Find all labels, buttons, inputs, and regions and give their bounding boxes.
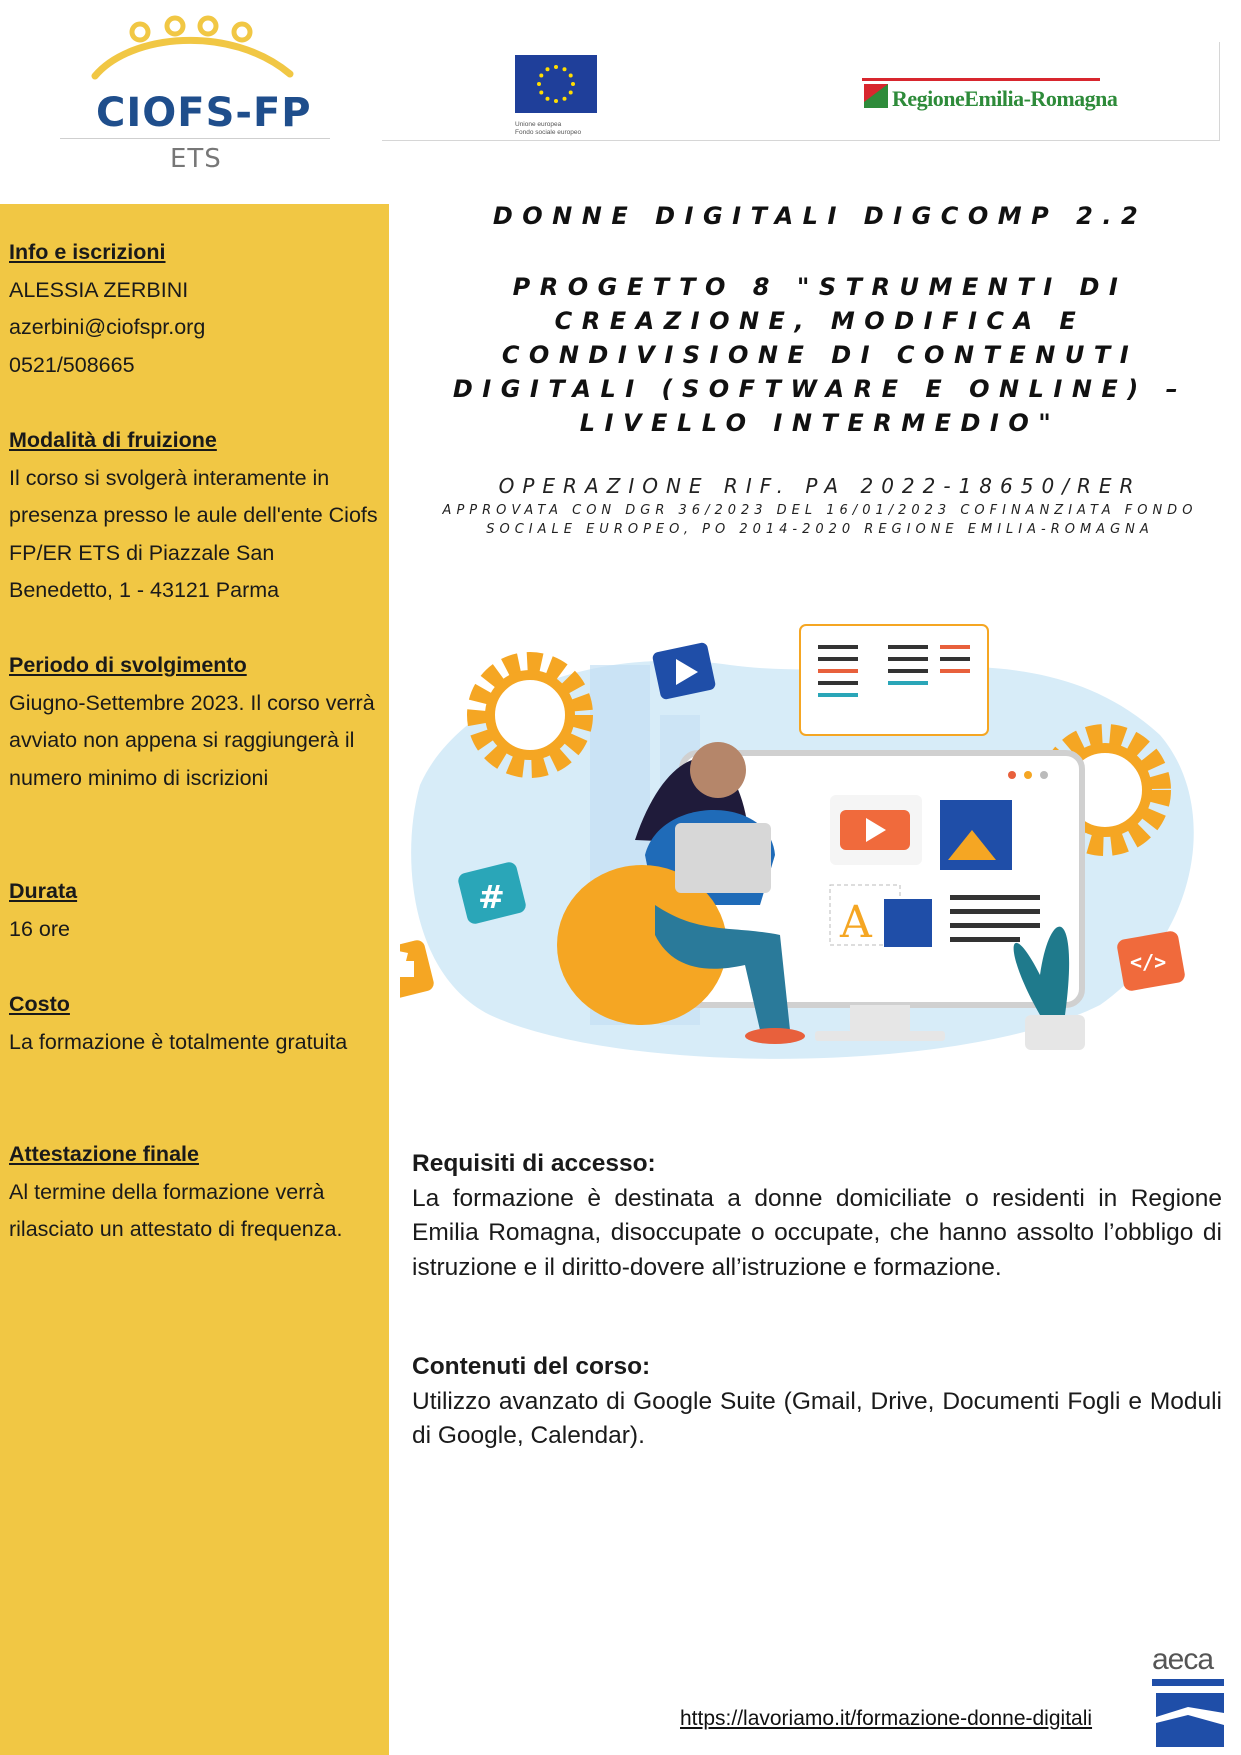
aeca-mark-icon: [1152, 1643, 1224, 1753]
costo-section: [9, 986, 381, 1061]
code-window-icon: [800, 625, 988, 735]
eu-caption-1: Unione europea: [515, 121, 562, 128]
contact-name: ALESSIA ZERBINI: [9, 277, 189, 302]
contact-email[interactable]: azerbini@ciofspr.org: [9, 315, 206, 339]
requisiti-section: [412, 1147, 1222, 1285]
contact-phone[interactable]: 0521/508665: [9, 352, 135, 377]
ciofs-arc-icon: [60, 14, 330, 94]
eu-caption-2: Fondo sociale europeo: [515, 129, 582, 136]
project-title: PROGETTO 8 "STRUMENTI DI CREAZIONE, MODIFICA E CONDIVISIONE DI CONTENUTI DIGITALI (SOFTWARE E ONLINE) – LIVELLO INTERMEDIO": [452, 273, 1188, 437]
aeca-wordmark: aeca: [1152, 1643, 1214, 1676]
eu-logo: [515, 55, 597, 136]
svg-text:</>: </>: [1130, 950, 1167, 974]
requisiti-text: La formazione è destinata a donne domiciliate o residenti in Regione Emilia Romagna, disoccupate o occupate, che hanno assolto l’obbligo di istruzione e il diritto-dovere all’istruzione e formazione.: [412, 1184, 1222, 1281]
attestazione-section: [9, 1136, 381, 1249]
periodo-text: Giugno-Settembre 2023. Il corso verrà avviato non appena si raggiungerà il numero minimo di iscrizioni: [9, 690, 375, 790]
ciofs-wordmark: CIOFS-FP: [96, 90, 312, 136]
hero-illustration: [400, 605, 1210, 1065]
costo-text: La formazione è totalmente gratuita: [9, 1029, 348, 1054]
durata-text: 16 ore: [9, 916, 70, 941]
costo-heading: Costo: [9, 992, 70, 1016]
header-divider-vertical: [1219, 42, 1220, 141]
regione-emilia-romagna-logo: [862, 78, 1118, 114]
region-name: RegioneEmilia-Romagna: [892, 86, 1118, 111]
contenuti-heading: Contenuti del corso:: [412, 1353, 651, 1380]
ciofs-divider: [60, 138, 330, 139]
periodo-section: [9, 647, 381, 797]
aeca-logo: [1152, 1643, 1224, 1753]
page-title: DONNE DIGITALI DIGCOMP 2.2: [492, 202, 1148, 230]
code-tile-icon: [1116, 930, 1186, 992]
operation-ref: OPERAZIONE RIF. PA 2022-18650/RER: [498, 474, 1142, 498]
info-heading: Info e iscrizioni: [9, 240, 166, 264]
svg-text:A: A: [840, 897, 872, 948]
header-divider: [382, 140, 1220, 141]
contenuti-section: [412, 1350, 1222, 1454]
eu-flag-icon: [515, 55, 597, 115]
modalita-heading: Modalità di fruizione: [9, 428, 217, 452]
requisiti-heading: Requisiti di accesso:: [412, 1150, 656, 1177]
modalita-text: Il corso si svolgerà interamente in presenza presso le aule dell'ente Ciofs FP/ER ETS di Piazzale San Benedetto, 1 - 43121 Parma: [9, 465, 378, 602]
durata-heading: Durata: [9, 879, 78, 903]
attestazione-text: Al termine della formazione verrà rilasciato un attestato di frequenza.: [9, 1179, 343, 1241]
course-link[interactable]: https://lavoriamo.it/formazione-donne-digitali: [680, 1707, 1093, 1730]
info-section: [9, 234, 381, 384]
modalita-section: [9, 422, 381, 610]
approval-text: APPROVATA CON DGR 36/2023 DEL 16/01/2023 COFINANZIATA FONDO SOCIALE EUROPEO, PO 2014-2020 REGIONE EMILIA-ROMAGNA: [442, 503, 1198, 537]
ciofs-ets-label: ETS: [170, 144, 222, 174]
periodo-heading: Periodo di svolgimento: [9, 653, 247, 677]
attestazione-heading: Attestazione finale: [9, 1142, 199, 1166]
sidebar: [0, 204, 389, 1755]
ciofs-logo: [60, 14, 330, 174]
durata-section: [9, 873, 381, 948]
contenuti-text: Utilizzo avanzato di Google Suite (Gmail, Drive, Documenti Fogli e Moduli di Google, Calendar).: [412, 1387, 1222, 1449]
svg-text:#: #: [478, 878, 505, 916]
